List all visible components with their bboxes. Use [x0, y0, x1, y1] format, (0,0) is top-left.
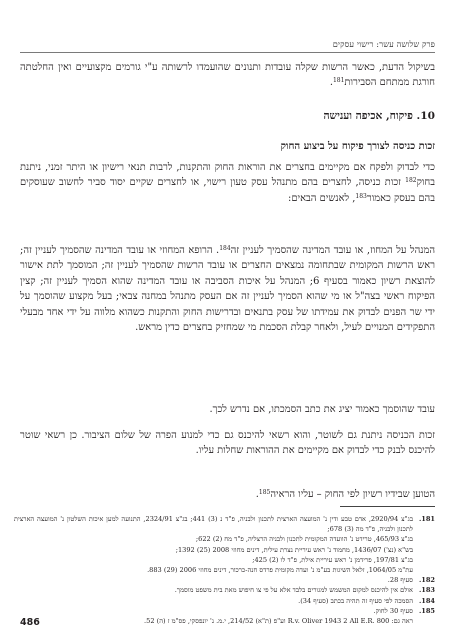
- paragraph-text: זכות כניסה, לחצרים בהם מתנהל עסק טעון רישוי, או לחצרים שקיים יסוד סביר לחשוב שעוסקים בהם בעסק כאמור: [20, 177, 435, 204]
- header-rule: [20, 52, 435, 53]
- section-heading: 10. פיקוח, אכיפה וענישה: [323, 110, 435, 122]
- footnotes: [14, 514, 435, 626]
- paragraph-text: בשיקול הדעת, כאשר הרשות שקלה עובדות ותנונים שהועמדו לרשותה ע"י גורמים מקצועיים ואין החלטתה חורגת ממתחם הסבירות: [20, 62, 435, 89]
- paragraph-entry-right: [20, 160, 435, 206]
- footnote: [14, 545, 435, 555]
- paragraph-text: . הרופא המחוזי או עובד המדינה שהסמיך לעניין זה; ראש הרשות המקומית שבתחומה נמצאים החצרים או עובד הרשות שהסמיך לעניין זה; המוסמך לתת אישור להוצאת רשיון כאמור בסעיף 6; המנהל על איכות הסביבה או עובד המדינה שהוא הסמיך לעניין זה; קצין הפיקוח ראשי בצה"ל או מי שהוא הסמיך לעניין זה אם העסק מתנהל במחנה צבאי; בעל מקצוע שהוסמך על ידי שר הפנים לבדוק את עמידתו של עסק בתנאים ובדרישות החוק והתקנות כשהוא מלווה על ידי אחד מבעלי התפקידים המנויים לעיל, ולאחר קבלת הסכמת מי שמחזיק בחצרים כדין מראש.: [20, 245, 435, 334]
- footnote: [14, 596, 435, 606]
- footnote-text: סעיף 30 לחוק.: [373, 606, 413, 615]
- footnote: [14, 575, 435, 585]
- footnote-ref[interactable]: 184: [219, 245, 231, 252]
- footnote-text: בג"צ 197/81, פרידמן נ' ראש עיריית אילת, פ"ד לו (2) 425;: [252, 555, 413, 564]
- footnote-ref[interactable]: 185: [258, 489, 271, 496]
- footnote-rule: [340, 506, 435, 507]
- footnote-ref[interactable]: 182: [405, 177, 417, 185]
- footnote-text: ראה גם: R.v. Oliver 1943 2 All E.R. 800 וע"פ (ת"א) 214/52, י.מ. נ' יונפסקי, פס"מ ז (ה) 52.: [144, 617, 413, 626]
- page-number: 486: [20, 617, 40, 628]
- paragraph-text: זכות הכניסה ניתנת גם לשוטר, והוא רשאי להיכנס גם כדי למנוע הפרה של שלום הציבור. כן רשאי שוטר להיכנס לבנק כדי לבדוק אם מקיימים את ההוראות שחלות עליו.: [20, 430, 435, 457]
- paragraph-text: , לאנשים הבאים:: [288, 192, 356, 204]
- footnote: [14, 606, 435, 616]
- paragraph-text: כדי לבדוק ולפקח אם מקיימים בחצרים את הוראות החוק והתקנות, לרבות תנאי רישיון או היתר זמני, ניתנת בחוק: [20, 162, 435, 189]
- footnote-number: 181.: [418, 515, 435, 523]
- subsection-heading: זכות כניסה לצורך פיקוח על ביצוע החוק: [280, 141, 435, 152]
- paragraph-authorized-persons: [20, 243, 435, 335]
- footnote: [14, 514, 435, 534]
- footnote: [14, 585, 435, 595]
- paragraph-text: הטוען שבידיו רשיון לפי החוק – עליו הראיה: [270, 489, 435, 500]
- footnote-number: [413, 545, 435, 555]
- footnote-number: [413, 534, 435, 544]
- footnote-text: הסמכה לפי סעיף זה תהיה בכתב (סעיף 34).: [298, 596, 413, 605]
- footnote-text: עת"מ 1064/05, זלאל השיגות בע"מ נ' ועדה מקומית פרדס חנה-כרכור, דינים מחוזי 2006 (29) 883.: [147, 566, 413, 575]
- footnote: [14, 616, 435, 626]
- running-header: פרק שלושה עשר: רישוי עסקים: [332, 39, 435, 49]
- paragraph-text: עובד שהוסמך כאמור יציג את כתב הסמכתו, אם נדרש לכך.: [209, 404, 435, 415]
- paragraph-burden-of-proof: הטוען שבידיו רשיון לפי החוק – עליו הראיה$^{185}$.: [255, 489, 435, 500]
- footnote-text: סעיף 28.: [387, 576, 413, 585]
- footnote-number: [413, 555, 435, 565]
- footnote-number: 185.: [418, 606, 435, 615]
- footnote: [14, 555, 435, 565]
- footnote-text: בג"צ 2920/94, אדם טבע ודין נ' המועצה הארצית לתכנון ולבניה, פ"ד נ (3) 441; בג"צ 2324/91, התנועה למען איכות השלטון נ' המועצה הארצית לתכנון ולבניה, פ"ד מה (3) 678;: [14, 515, 413, 534]
- footnote-number: 183.: [418, 586, 435, 595]
- footnote-text: אולם אין להיכנס למקום המשמש למגורים בלבד אלא על פי צו חיפוש מאת בית משפט מוסמך.: [174, 586, 413, 595]
- footnote-number: [413, 616, 435, 626]
- paragraph-police-entry: [20, 428, 435, 459]
- footnote-text: בג"צ 465/93, טרידט נ' הוועדה המקומית לתכנון ולבניה הרצליה, פ"ד מח (2) 622;: [195, 535, 413, 544]
- footnote-number: [413, 565, 435, 575]
- footnote-ref[interactable]: 183: [355, 192, 367, 200]
- footnote-number: 182.: [418, 576, 435, 585]
- footnote-number: 184.: [418, 596, 435, 605]
- paragraph-intro: בשיקול הדעת, כאשר הרשות שקלה עובדות ותנונים שהועמדו לרשותה ע"י גורמים מקצועיים ואין החלטתה חורגת ממתחם הסבירות$^{181}$.: [20, 62, 435, 89]
- footnote: [14, 565, 435, 575]
- footnote: [14, 534, 435, 544]
- footnote-ref[interactable]: 181: [332, 77, 345, 85]
- paragraph-authorization-letter: [20, 402, 435, 417]
- paragraph-text: המנהל על המחוז, או עובד המדינה שהסמיך לעניין זה: [230, 245, 435, 256]
- footnote-text: בש"א (נצ') 1436/07, מחמוד נ' ראש עיריית נצרת עילית, דינים מחוזי 2008 (25) 1392;: [175, 545, 413, 554]
